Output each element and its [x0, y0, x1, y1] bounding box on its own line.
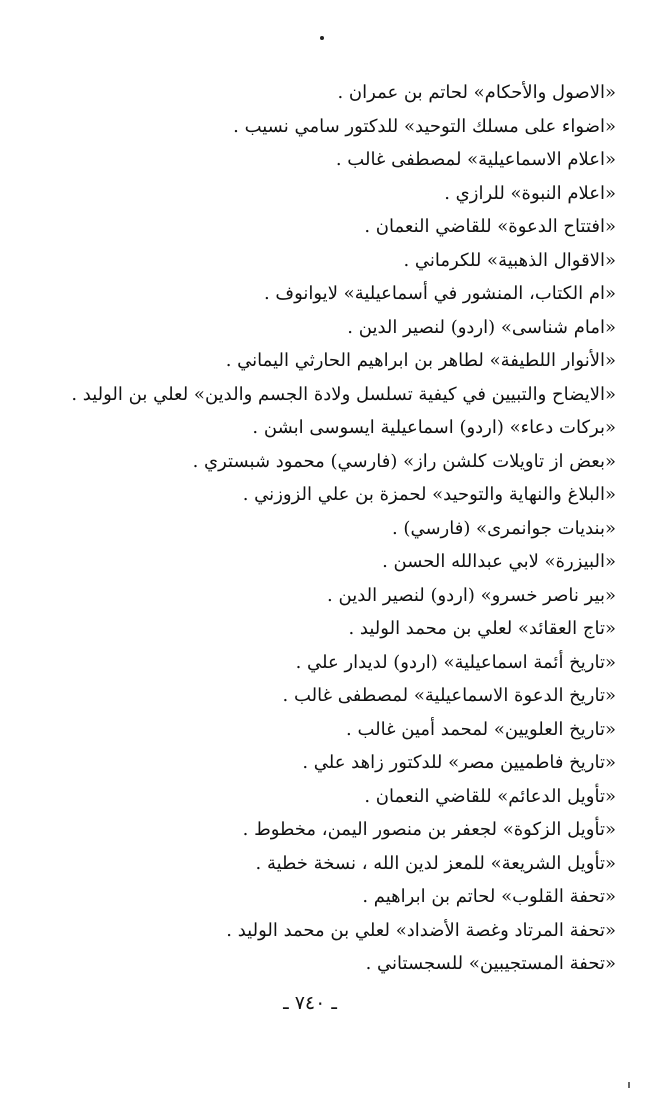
edge-mark	[628, 1082, 630, 1088]
bibliography-entry: «الاصول والأحكام» لحاتم بن عمران .	[337, 82, 616, 103]
bibliography-entry: «بنديات جوانمرى» (فارسي) .	[391, 517, 616, 539]
bibliography-entry: «الاقوال الذهبية» للكرماني .	[403, 249, 616, 271]
bibliography-entry: «تاريخ أئمة اسماعيلية» (اردو) لديدار علي .	[295, 651, 616, 673]
bibliography-entry: «بركات دعاء» (اردو) اسماعيلية ايسوسى ابشن .	[252, 417, 616, 438]
bibliography-entry: «امام شناسى» (اردو) لنصير الدين .	[347, 316, 616, 338]
bibliography-entry: «تحفة المرتاد وغصة الأضداد» لعلي بن محمد الوليد .	[226, 919, 616, 941]
bibliography-entry: «تأويل الدعائم» للقاضي النعمان .	[364, 785, 616, 807]
bibliography-entry: «تاريخ الدعوة الاسماعيلية» لمصطفى غالب .	[282, 685, 616, 706]
bibliography-entry: «اعلام الاسماعيلية» لمصطفى غالب .	[335, 149, 616, 170]
bibliography-entry: «تحفة المستجيبين» للسجستاني .	[365, 953, 616, 974]
bibliography-entry: «تاج العقائد» لعلي بن محمد الوليد .	[348, 618, 616, 639]
bibliography-entry: «البلاغ والنهاية والتوحيد» لحمزة بن علي الزوزني .	[242, 484, 616, 505]
bibliography-entry: «اضواء على مسلك التوحيد» للدكتور سامي نسيب .	[233, 115, 616, 137]
bibliography-entry: «ام الكتاب، المنشور في أسماعيلية» لايوانوف .	[263, 283, 616, 304]
bibliography-entry: «تاريخ العلويين» لمحمد أمين غالب .	[346, 718, 616, 740]
bibliography-entry: «الايضاح والتبيين في كيفية تسلسل ولادة الجسم والدين» لعلي بن الوليد .	[71, 383, 616, 405]
bibliography-entry: «تأويل الشريعة» للمعز لدين الله ، نسخة خطية .	[255, 852, 616, 874]
bibliography-entry: «الأنوار اللطيفة» لطاهر بن ابراهيم الحارثي اليماني .	[225, 350, 616, 371]
page-number: ـ ٧٤٠ ـ	[283, 992, 337, 1014]
bibliography-entry: «بير ناصر خسرو» (اردو) لنصير الدين .	[327, 584, 616, 606]
bibliography-entry: «بعض از تاويلات كلشن راز» (فارسي) محمود شبستري .	[192, 450, 616, 472]
bibliography-entry: «تحفة القلوب» لحاتم بن ابراهيم .	[362, 886, 616, 907]
bibliography-entry: «البيزرة» لابي عبدالله الحسن .	[382, 551, 616, 572]
bibliography-entry: «اعلام النبوة» للرازي .	[444, 182, 616, 204]
bibliography-entry: «افتتاح الدعوة» للقاضي النعمان .	[364, 216, 616, 237]
bibliography-entry: «تاريخ فاطميين مصر» للدكتور زاهد علي .	[302, 752, 616, 773]
bibliography-list	[0, 76, 616, 981]
bibliography-entry: «تأويل الزكوة» لجعفر بن منصور اليمن، مخطوط .	[242, 819, 616, 840]
top-mark-dot	[320, 36, 324, 40]
